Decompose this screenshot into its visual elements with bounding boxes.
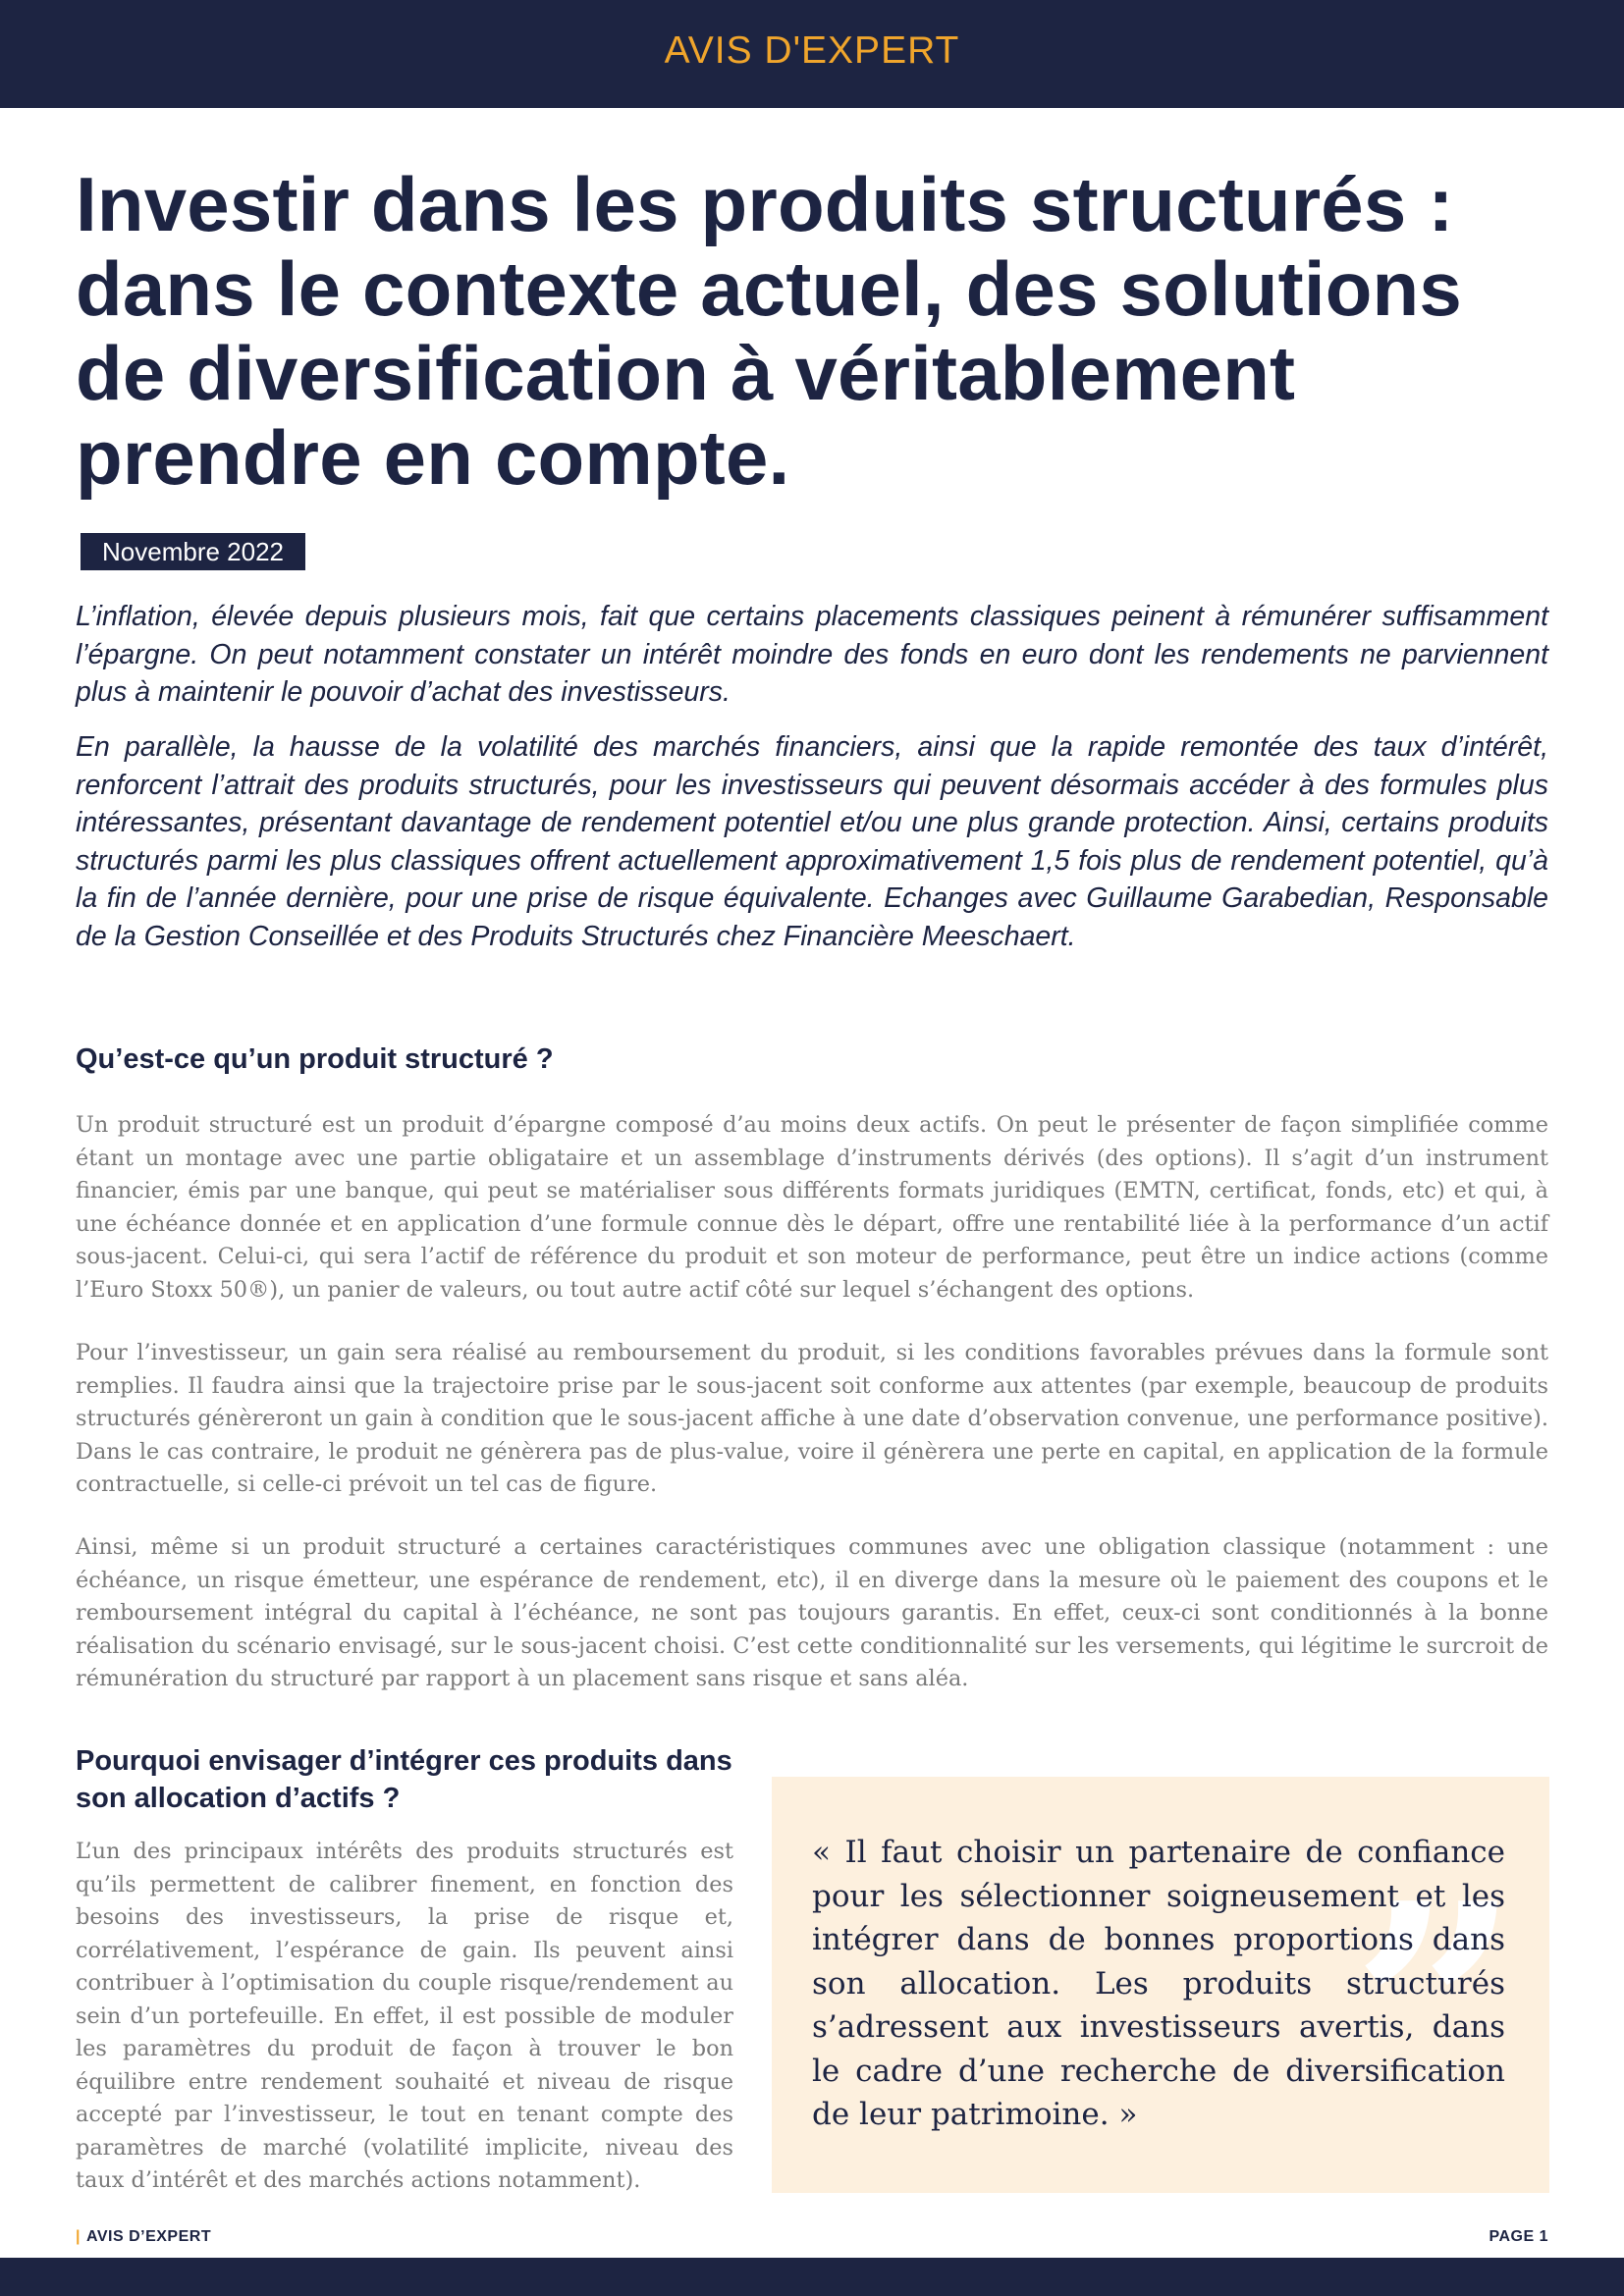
body-paragraph-2: Pour l’investisseur, un gain sera réalisé au remboursement du produit, si les conditions favorables prévues dans la formule sont remplies. Il faudra ainsi que la trajectoire prise par le sous-jacent soit conforme aux attentes (par exemple, beaucoup de produits structurés génèreront un gain à condition que le sous-jacent affiche à une date d’observation convenue, une performance positive). Dans le cas contraire, le produit ne génèrera pas de plus-value, voire il génèrera une perte en capital, en application de la formule contractuelle, si celle-ci prévoit un tel cas de figure. xyxy=(76,1340,1548,1497)
quote-mark-icon: ” xyxy=(1351,1839,1521,2185)
lead-paragraph-2: En parallèle, la hausse de la volatilité des marchés financiers, ainsi que la rapide remontée des taux d’intérêt, renforcent l’attrait des produits structurés, pour les investisseurs qui peuvent désormais accéder à des formules plus intéressantes, présentant davantage de rendement potentiel et/ou une plus grande protection. Ainsi, certains produits structurés parmi les plus classiques offrent actuellement approximativement 1,5 fois plus de rendement potentiel, qu’à la fin de l’année dernière, pour une prise de risque équivalente. Echanges avec Guillaume Garabedian, Responsable de la Gestion Conseillée et des Produits Structurés chez Financière Meeschaert. xyxy=(76,731,1548,952)
article-title: Investir dans les produits structurés : dans le contexte actuel, des solutions de diversification à véritablement prendre en compte. xyxy=(76,161,1462,501)
lead-paragraph-1: L’inflation, élevée depuis plusieurs mois, fait que certains placements classiques peinent à rémunérer suffisamment l’épargne. On peut notamment constater un intérêt moindre des fonds en euro dont les rendements ne parviennent plus à maintenir le pouvoir d’achat des investisseurs. xyxy=(76,601,1548,708)
pull-quote-box xyxy=(772,1777,1549,2193)
footer-bar-icon: | xyxy=(76,2228,81,2245)
footer-label-text: AVIS D’EXPERT xyxy=(85,2228,212,2245)
body-paragraph-4: L’un des principaux intérêts des produits structurés est qu’ils permettent de calibrer finement, en fonction des besoins des investisseurs, la prise de risque et, corrélativement, l’espérance de gain. Ils peuvent ainsi contribuer à l’optimisation du couple risque/rendement au sein d’un portefeuille. En effet, il est possible de moduler les paramètres du produit de façon à trouver le bon équilibre entre rendement souhaité et niveau de risque accepté par l’investisseur, le tout en tenant compte des paramètres de marché (volatilité implicite, niveau des taux d’intérêt et des marchés actions notamment). xyxy=(76,1839,733,2193)
pull-quote-text: « Il faut choisir un partenaire de confiance pour les sélectionner soigneusement et les intégrer dans de bonnes proportions dans son allocation. Les produits structurés s’adressent aux investisseurs avertis, dans le cadre d’une recherche de diversification de leur patrimoine. » xyxy=(812,1835,1505,2132)
footer-label xyxy=(76,2228,211,2246)
header-band xyxy=(0,0,1624,108)
header-label: AVIS D'EXPERT xyxy=(664,29,960,72)
footer-band xyxy=(0,2258,1624,2296)
body-paragraph-1: Un produit structuré est un produit d’épargne composé d’au moins deux actifs. On peut le présenter de façon simplifiée comme étant un montage avec une partie obligataire et un assemblage d’instruments dérivés (des options). Il s’agit d’un instrument financier, émis par une banque, qui peut se matérialiser sous différents formats juridiques (EMTN, certificat, fonds, etc) et qui, à une échéance donnée et en application d’une formule connue dès le départ, offre une rentabilité liée à la performance d’un actif sous-jacent. Celui-ci, qui sera l’actif de référence du produit et son moteur de performance, peut être un indice actions (comme l’Euro Stoxx 50®), un panier de valeurs, ou tout autre actif côté sur lequel s’échangent des options. xyxy=(76,1112,1548,1303)
page-number: PAGE 1 xyxy=(1489,2228,1548,2245)
section-heading-why: Pourquoi envisager d’intégrer ces produits dans son allocation d’actifs ? xyxy=(76,1745,732,1814)
date-badge: Novembre 2022 xyxy=(81,533,305,570)
body-paragraph-3: Ainsi, même si un produit structuré a certaines caractéristiques communes avec une obligation classique (notamment : une échéance, un risque émetteur, une espérance de rendement, etc), il en diverge dans la mesure où le paiement des coupons et le remboursement intégral du capital à l’échéance, ne sont pas toujours garantis. En effet, ceux-ci sont conditionnés à la bonne réalisation du scénario envisagé, sur le sous-jacent choisi. C’est cette conditionnalité sur les versements, qui légitime le surcroit de rémunération du structuré par rapport à un placement sans risque et sans aléa. xyxy=(76,1534,1548,1691)
section-heading-what-is: Qu’est-ce qu’un produit structuré ? xyxy=(76,1043,554,1075)
